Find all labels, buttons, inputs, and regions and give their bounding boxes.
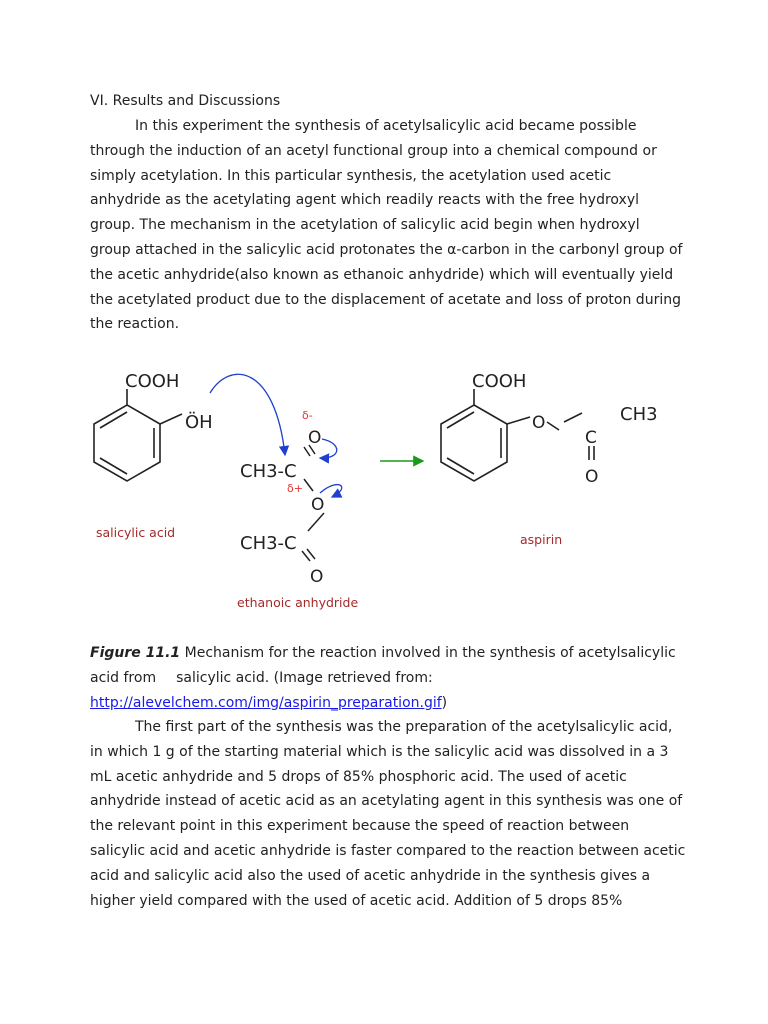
anhydride-bridge-oxygen: O [311, 495, 325, 515]
salicylic-acid-structure [94, 389, 182, 481]
figure-caption [90, 641, 690, 715]
paragraph-line: anhydride as the acetylating agent which readily reacts with the free hydroxyl [90, 192, 640, 209]
salicylic-oh-label: ÖH [185, 412, 213, 433]
anhydride-top-group: CH3-C [240, 461, 297, 482]
aspirin-ch3-label: CH3 [620, 404, 658, 425]
paragraph-line: simply acetylation. In this particular synthesis, the acetylation used acetic [90, 167, 612, 184]
delta-plus-label: δ+ [287, 482, 303, 495]
section-heading [90, 89, 690, 114]
salicylic-cooh-label: COOH [125, 371, 180, 392]
caption-text-line2a: acid from [90, 669, 157, 686]
paragraph-line: anhydride instead of acetic acid as an acetylating agent in this synthesis was one of [90, 793, 683, 810]
paragraph-line: group. The mechanism in the acetylation of salicylic acid begin when hydroxyl [90, 217, 640, 234]
delta-minus-label: δ- [302, 409, 313, 422]
paragraph-line: The first part of the synthesis was the preparation of the acetylsalicylic acid, [135, 719, 673, 735]
paragraph-2 [90, 715, 690, 913]
paragraph-line: higher yield compared with the used of acetic acid. Addition of 5 drops 85% [90, 892, 623, 909]
paragraph-line: group attached in the salicylic acid protonates the α-carbon in the carbonyl group of [90, 241, 683, 258]
heading-text: VI. Results and Discussions [90, 93, 281, 109]
aspirin-carbonyl-oxygen: O [585, 467, 599, 487]
caption-text-line1: Mechanism for the reaction involved in the synthesis of acetylsalicylic [180, 645, 676, 661]
salicylic-acid-label: salicylic acid [96, 525, 176, 540]
paragraph-line: the acetylated product due to the displacement of acetate and loss of proton during [90, 291, 681, 308]
caption-close-paren: ) [441, 694, 448, 711]
paragraph-1 [90, 114, 690, 337]
aspirin-carbonyl-carbon: C [585, 428, 597, 448]
paragraph-line: the acetic anhydride(also known as ethanoic anhydride) which will eventually yield [90, 266, 674, 283]
nucleophilic-attack-arrow [210, 374, 285, 455]
image-source-link[interactable]: http://alevelchem.com/img/aspirin_preparation.gif [90, 694, 442, 711]
aspirin-structure [441, 389, 594, 481]
carbonyl-electron-arrow [320, 439, 337, 458]
caption-text-line2b: salicylic acid. (Image retrieved from: [176, 669, 433, 686]
paragraph-line: salicylic acid and acetic anhydride is faster compared to the reaction between acetic [90, 842, 686, 859]
paragraph-line: In this experiment the synthesis of acetylsalicylic acid became possible [135, 118, 637, 134]
anhydride-bridge-bond [308, 513, 324, 531]
anhydride-bottom-double-bond [302, 549, 315, 561]
paragraph-line: through the induction of an acetyl functional group into a chemical compound or [90, 142, 657, 159]
aspirin-cooh-label: COOH [472, 371, 527, 392]
ethanoic-anhydride-label: ethanoic anhydride [237, 595, 359, 610]
paragraph-line: the relevant point in this experiment because the speed of reaction between [90, 818, 630, 835]
anhydride-top-oxygen: O [308, 428, 322, 448]
paragraph-line: in which 1 g of the starting material which is the salicylic acid was dissolved in a 3 [90, 743, 669, 760]
aspirin-ester-oxygen: O [532, 413, 546, 433]
paragraph-line: acid and salicylic acid also the used of acetic anhydride in the synthesis gives a [90, 867, 651, 884]
reaction-mechanism-figure [80, 355, 599, 615]
anhydride-bottom-group: CH3-C [240, 533, 297, 554]
paragraph-line: mL acetic anhydride and 5 drops of 85% phosphoric acid. The used of acetic [90, 768, 627, 785]
anhydride-bond-to-bridge [304, 479, 313, 491]
anhydride-bottom-oxygen: O [310, 567, 324, 587]
aspirin-label: aspirin [520, 532, 563, 547]
figure-number: Figure 11.1 [90, 645, 181, 661]
paragraph-line: the reaction. [90, 316, 180, 333]
